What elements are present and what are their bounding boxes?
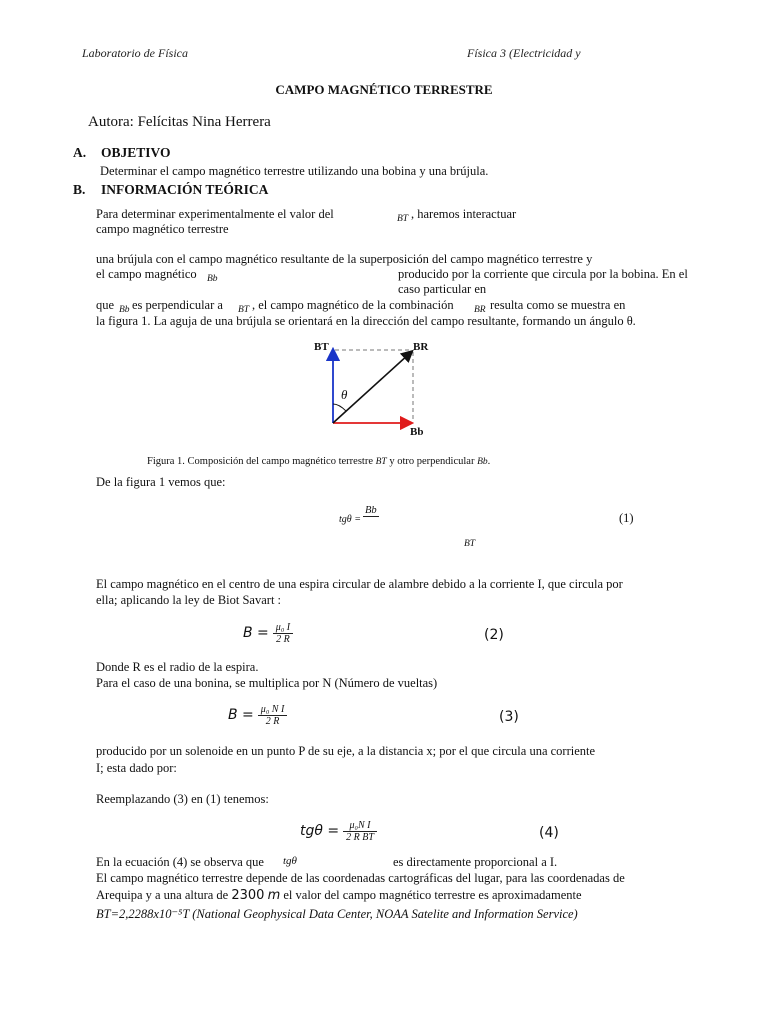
symbol-bt bbox=[397, 208, 408, 226]
eq4 bbox=[300, 820, 377, 843]
eq4-numerator: μ₀N I bbox=[343, 820, 377, 832]
solenoid-text-2: I; esta dado por: bbox=[96, 761, 177, 775]
bt-source: (National Geophysical Data Center, NOAA Satelite and Information Service) bbox=[192, 907, 578, 921]
donde-text: Donde R es el radio de la espira. bbox=[96, 660, 259, 674]
eq1-denominator-text: BT bbox=[464, 539, 476, 549]
coord-text-2a: Arequipa y a una altura de bbox=[96, 888, 229, 902]
eq1-denominator bbox=[464, 533, 475, 551]
label-bt: BT bbox=[314, 341, 329, 353]
caption-bb: Bb bbox=[477, 457, 488, 467]
para1-line1b: , haremos interactuar bbox=[411, 207, 517, 221]
page-title: CAMPO MAGNÉTICO TERRESTRE bbox=[275, 82, 493, 97]
para1-line7: la figura 1. La aguja de una brújula se orientará en la dirección del campo resultante, formando un ángulo θ. bbox=[96, 314, 636, 328]
replace-text: Reemplazando (3) en (1) tenemos: bbox=[96, 792, 269, 806]
author-line: Autora: Felícitas Nina Herrera bbox=[88, 114, 271, 130]
ecu-text-b: es directamente proporcional a I. bbox=[393, 855, 558, 869]
eq2 bbox=[243, 622, 293, 645]
figure-caption bbox=[147, 456, 490, 467]
section-b-heading bbox=[73, 182, 268, 198]
label-br: BR bbox=[413, 341, 429, 353]
eq3-lhs: B = bbox=[228, 707, 254, 724]
caption-part-a: Figura 1. Composición del campo magnético terrestre bbox=[147, 456, 373, 467]
symbol-bt-text: BT bbox=[397, 214, 409, 224]
from-figure-text: De la figura 1 vemos que: bbox=[96, 475, 226, 489]
para1-line4a: el campo magnético bbox=[96, 267, 197, 281]
symbol-bb-2-text: Bb bbox=[119, 305, 130, 315]
eq4-number: (4) bbox=[539, 825, 559, 841]
eq2-fraction bbox=[273, 622, 293, 645]
theta-arc bbox=[333, 404, 346, 411]
eq2-number: (2) bbox=[484, 627, 504, 643]
objective-text: Determinar el campo magnético terrestre utilizando una bobina y una brújula. bbox=[100, 164, 489, 178]
symbol-br-text: BR bbox=[474, 305, 486, 315]
coord-text-2 bbox=[96, 888, 582, 903]
eq4-fraction bbox=[343, 820, 377, 843]
eq4-lhs: tgθ = bbox=[300, 823, 340, 840]
para1-line1a: Para determinar experimentalmente el valor del bbox=[96, 207, 334, 221]
bobina-text: Para el caso de una bonina, se multiplica por N (Número de vueltas) bbox=[96, 676, 438, 690]
para1-line3: una brújula con el campo magnético resultante de la superposición del campo magnético terrestre y bbox=[96, 252, 593, 266]
ecu-tgtheta bbox=[283, 855, 297, 867]
eq2-lhs: B = bbox=[243, 625, 269, 642]
ecu-text-a: En la ecuación (4) se observa que bbox=[96, 855, 264, 869]
eq1-lhs-text: tgθ = bbox=[339, 514, 361, 525]
caption-part-b: y otro perpendicular bbox=[389, 456, 475, 467]
eq3 bbox=[228, 704, 287, 727]
eq3-numerator: μ₀ N I bbox=[258, 704, 288, 716]
para1-line6b: es perpendicular a bbox=[132, 298, 223, 312]
eq1-number: (1) bbox=[619, 511, 634, 525]
section-b-title: INFORMACIÓN TEÓRICA bbox=[101, 182, 269, 197]
header-right: Física 3 (Electricidad y bbox=[467, 46, 581, 60]
para1-line2: campo magnético terrestre bbox=[96, 222, 229, 236]
coord-text-1: El campo magnético terrestre depende de las coordenadas cartográficas del lugar, para las coordenadas de bbox=[96, 871, 625, 885]
header-left: Laboratorio de Física bbox=[82, 46, 189, 60]
section-a-heading bbox=[73, 145, 171, 161]
solenoid-text-1: producido por un solenoide en un punto P de su eje, a la distancia x; por el que circula una corriente bbox=[96, 744, 596, 758]
symbol-bt-2-text: BT bbox=[238, 305, 250, 315]
eq1-numerator: Bb bbox=[365, 505, 377, 516]
para1-line6d: resulta como se muestra en bbox=[490, 298, 626, 312]
eq3-denominator: 2 R bbox=[265, 716, 280, 727]
para1-line5: caso particular en bbox=[398, 282, 487, 296]
eq2-denominator: 2 R bbox=[276, 634, 290, 645]
para1-line4b: producido por la corriente que circula por la bobina. En el bbox=[398, 267, 688, 281]
label-bb: Bb bbox=[410, 426, 424, 438]
symbol-bb bbox=[207, 268, 218, 286]
altitude-unit: m bbox=[267, 888, 281, 903]
caption-end: . bbox=[487, 456, 491, 467]
eq3-fraction bbox=[258, 704, 288, 727]
section-b-label: B. bbox=[73, 182, 86, 197]
center-text-1: El campo magnético en el centro de una espira circular de alambre debido a la corriente I, que circula por bbox=[96, 577, 623, 591]
para1-line6c: , el campo magnético de la combinación bbox=[252, 298, 454, 312]
section-a-title: OBJETIVO bbox=[101, 145, 171, 160]
bt-value: BT=2,2288x10⁻⁵T bbox=[96, 907, 190, 921]
label-theta: θ bbox=[341, 387, 348, 402]
center-text-2: ella; aplicando la ley de Biot Savart : bbox=[96, 593, 282, 607]
vector-figure bbox=[305, 338, 445, 443]
section-a-label: A. bbox=[73, 145, 87, 160]
eq2-numerator: μ₀ I bbox=[273, 622, 293, 634]
altitude-value: 2300 bbox=[231, 888, 265, 903]
para1-line6a: que bbox=[96, 298, 115, 312]
eq1-lhs bbox=[339, 514, 361, 525]
caption-bt: BT bbox=[375, 457, 387, 467]
coord-text-3 bbox=[96, 906, 578, 922]
eq4-denominator: 2 R BT bbox=[346, 832, 374, 843]
ecu-tgtheta-text: tgθ bbox=[283, 855, 297, 867]
symbol-bb-text: Bb bbox=[207, 274, 218, 284]
eq3-number: (3) bbox=[499, 709, 519, 725]
coord-text-2b: el valor del campo magnético terrestre es aproximadamente bbox=[283, 888, 582, 902]
